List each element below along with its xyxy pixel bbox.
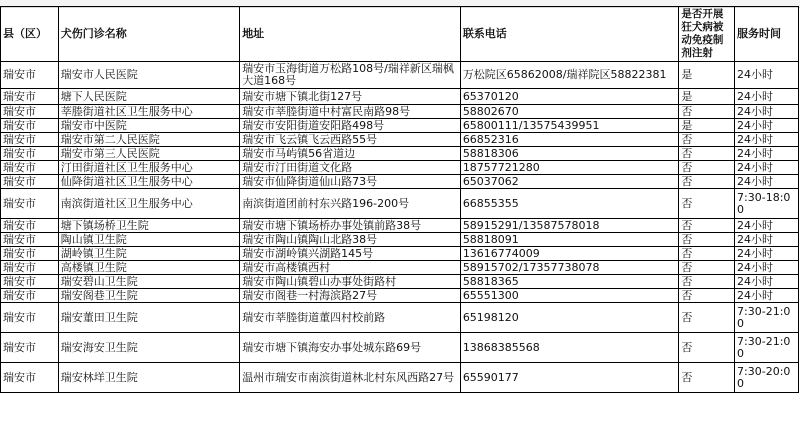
service-hours-header: 服务时间: [735, 7, 799, 62]
county-cell: 瑞安市: [1, 303, 59, 333]
rabies-cell: 否: [679, 175, 735, 189]
header-row: [1, 7, 799, 62]
rabies-cell: 是: [679, 89, 735, 105]
table-row: [1, 363, 799, 393]
table-row: [1, 105, 799, 119]
phone-cell: 65037062: [460, 175, 679, 189]
rabies-cell: 否: [679, 289, 735, 303]
county-header: 县（区）: [1, 7, 59, 62]
clinic-name-cell: 汀田街道社区卫生服务中心: [58, 161, 239, 175]
phone-cell: 65551300: [460, 289, 679, 303]
county-cell: 瑞安市: [1, 62, 59, 89]
hours-cell: 24小时: [735, 105, 799, 119]
address-cell: 瑞安市塘下镇场桥办事处镇前路38号: [240, 219, 461, 233]
phone-cell: 13616774009: [460, 247, 679, 261]
phone-cell: 58802670: [460, 105, 679, 119]
table-row: [1, 233, 799, 247]
phone-cell: 13868385568: [460, 333, 679, 363]
hours-cell: 24小时: [735, 161, 799, 175]
address-cell: 瑞安市马屿镇56省道边: [240, 147, 461, 161]
clinic-name-cell: 瑞安市第三人民医院: [58, 147, 239, 161]
rabies-cell: 是: [679, 119, 735, 133]
hours-cell: 24小时: [735, 289, 799, 303]
rabies-cell: 否: [679, 133, 735, 147]
address-cell: 瑞安市陶山镇碧山办事处街路村: [240, 275, 461, 289]
address-cell: 瑞安市高楼镇西村: [240, 261, 461, 275]
phone-cell: 66855355: [460, 189, 679, 219]
rabies-cell: 否: [679, 147, 735, 161]
table-row: [1, 119, 799, 133]
table-row: [1, 175, 799, 189]
address-cell: 温州市瑞安市南滨街道林北村东风西路27号: [240, 363, 461, 393]
hours-cell: 24小时: [735, 219, 799, 233]
hours-cell: 24小时: [735, 62, 799, 89]
table-row: [1, 261, 799, 275]
clinic-name-cell: 南滨街道社区卫生服务中心: [58, 189, 239, 219]
table-row: [1, 303, 799, 333]
address-cell: 瑞安市仙降街道仙山路73号: [240, 175, 461, 189]
county-cell: 瑞安市: [1, 133, 59, 147]
hours-cell: 24小时: [735, 133, 799, 147]
county-cell: 瑞安市: [1, 175, 59, 189]
table-row: [1, 62, 799, 89]
clinic-name-cell: 瑞安市人民医院: [58, 62, 239, 89]
table-row: [1, 89, 799, 105]
address-cell: 南滨街道团前村东兴路196-200号: [240, 189, 461, 219]
rabies-cell: 否: [679, 219, 735, 233]
county-cell: 瑞安市: [1, 89, 59, 105]
county-cell: 瑞安市: [1, 189, 59, 219]
table-row: [1, 275, 799, 289]
rabies-cell: 否: [679, 363, 735, 393]
clinic-name-cell: 瑞安阁巷卫生院: [58, 289, 239, 303]
county-cell: 瑞安市: [1, 333, 59, 363]
table-row: [1, 333, 799, 363]
rabies-cell: 否: [679, 261, 735, 275]
phone-cell: 万松院区65862008/瑞祥院区58822381: [460, 62, 679, 89]
clinic-name-cell: 陶山镇卫生院: [58, 233, 239, 247]
hours-cell: 7:30-21:00: [735, 333, 799, 363]
table-row: [1, 289, 799, 303]
phone-cell: 58818091: [460, 233, 679, 247]
county-cell: 瑞安市: [1, 363, 59, 393]
phone-cell: 65800111/13575439951: [460, 119, 679, 133]
county-cell: 瑞安市: [1, 247, 59, 261]
county-cell: 瑞安市: [1, 119, 59, 133]
hours-cell: 24小时: [735, 275, 799, 289]
phone-cell: 18757721280: [460, 161, 679, 175]
address-cell: 瑞安市汀田街道文化路: [240, 161, 461, 175]
rabies-cell: 否: [679, 161, 735, 175]
hours-cell: 24小时: [735, 261, 799, 275]
table-row: [1, 133, 799, 147]
address-cell: 瑞安市莘塍街道中村富民南路98号: [240, 105, 461, 119]
county-cell: 瑞安市: [1, 261, 59, 275]
table-row: [1, 189, 799, 219]
hours-cell: 7:30-18:00: [735, 189, 799, 219]
clinic-name-cell: 莘塍街道社区卫生服务中心: [58, 105, 239, 119]
table-row: [1, 161, 799, 175]
address-cell: 瑞安市飞云镇飞云西路55号: [240, 133, 461, 147]
address-cell: 瑞安市玉海街道万松路108号/瑞祥新区瑞枫大道168号: [240, 62, 461, 89]
rabies-cell: 否: [679, 275, 735, 289]
address-cell: 瑞安市莘塍街道董四村校前路: [240, 303, 461, 333]
clinic-name-cell: 塘下镇场桥卫生院: [58, 219, 239, 233]
rabies-injection-header: 是否开展狂犬病被动免疫制剂注射: [679, 7, 735, 62]
hours-cell: 24小时: [735, 175, 799, 189]
hours-cell: 24小时: [735, 247, 799, 261]
hours-cell: 24小时: [735, 233, 799, 247]
clinic-name-header: 犬伤门诊名称: [58, 7, 239, 62]
clinic-name-cell: 瑞安海安卫生院: [58, 333, 239, 363]
phone-cell: 58818306: [460, 147, 679, 161]
hours-cell: 7:30-20:00: [735, 363, 799, 393]
county-cell: 瑞安市: [1, 275, 59, 289]
rabies-cell: 否: [679, 105, 735, 119]
phone-cell: 58818365: [460, 275, 679, 289]
clinic-name-cell: 瑞安董田卫生院: [58, 303, 239, 333]
clinic-name-cell: 塘下人民医院: [58, 89, 239, 105]
table-row: [1, 147, 799, 161]
phone-cell: 65198120: [460, 303, 679, 333]
county-cell: 瑞安市: [1, 105, 59, 119]
phone-cell: 65370120: [460, 89, 679, 105]
county-cell: 瑞安市: [1, 233, 59, 247]
table-row: [1, 219, 799, 233]
clinic-name-cell: 瑞安林垟卫生院: [58, 363, 239, 393]
address-cell: 瑞安市陶山镇陶山北路38号: [240, 233, 461, 247]
address-cell: 瑞安市湖岭镇兴湖路145号: [240, 247, 461, 261]
clinic-name-cell: 瑞安碧山卫生院: [58, 275, 239, 289]
clinic-name-cell: 瑞安市第二人民医院: [58, 133, 239, 147]
clinic-name-cell: 仙降街道社区卫生服务中心: [58, 175, 239, 189]
hours-cell: 24小时: [735, 119, 799, 133]
phone-cell: 65590177: [460, 363, 679, 393]
county-cell: 瑞安市: [1, 161, 59, 175]
county-cell: 瑞安市: [1, 147, 59, 161]
clinic-name-cell: 湖岭镇卫生院: [58, 247, 239, 261]
hours-cell: 24小时: [735, 147, 799, 161]
county-cell: 瑞安市: [1, 219, 59, 233]
address-cell: 瑞安市塘下镇海安办事处城东路69号: [240, 333, 461, 363]
rabies-cell: 否: [679, 333, 735, 363]
rabies-cell: 否: [679, 189, 735, 219]
county-cell: 瑞安市: [1, 289, 59, 303]
phone-header: 联系电话: [460, 7, 679, 62]
hours-cell: 24小时: [735, 89, 799, 105]
phone-cell: 58915702/17357738078: [460, 261, 679, 275]
address-cell: 瑞安市塘下镇北街127号: [240, 89, 461, 105]
phone-cell: 66852316: [460, 133, 679, 147]
rabies-cell: 否: [679, 303, 735, 333]
address-cell: 瑞安市安阳街道安阳路498号: [240, 119, 461, 133]
rabies-cell: 否: [679, 233, 735, 247]
clinic-name-cell: 高楼镇卫生院: [58, 261, 239, 275]
hours-cell: 7:30-21:00: [735, 303, 799, 333]
rabies-cell: 否: [679, 247, 735, 261]
address-header: 地址: [240, 7, 461, 62]
clinic-name-cell: 瑞安市中医院: [58, 119, 239, 133]
rabies-cell: 是: [679, 62, 735, 89]
phone-cell: 58915291/13587578018: [460, 219, 679, 233]
rabies-clinic-table: [0, 6, 799, 393]
address-cell: 瑞安市阁巷一村海滨路27号: [240, 289, 461, 303]
table-row: [1, 247, 799, 261]
